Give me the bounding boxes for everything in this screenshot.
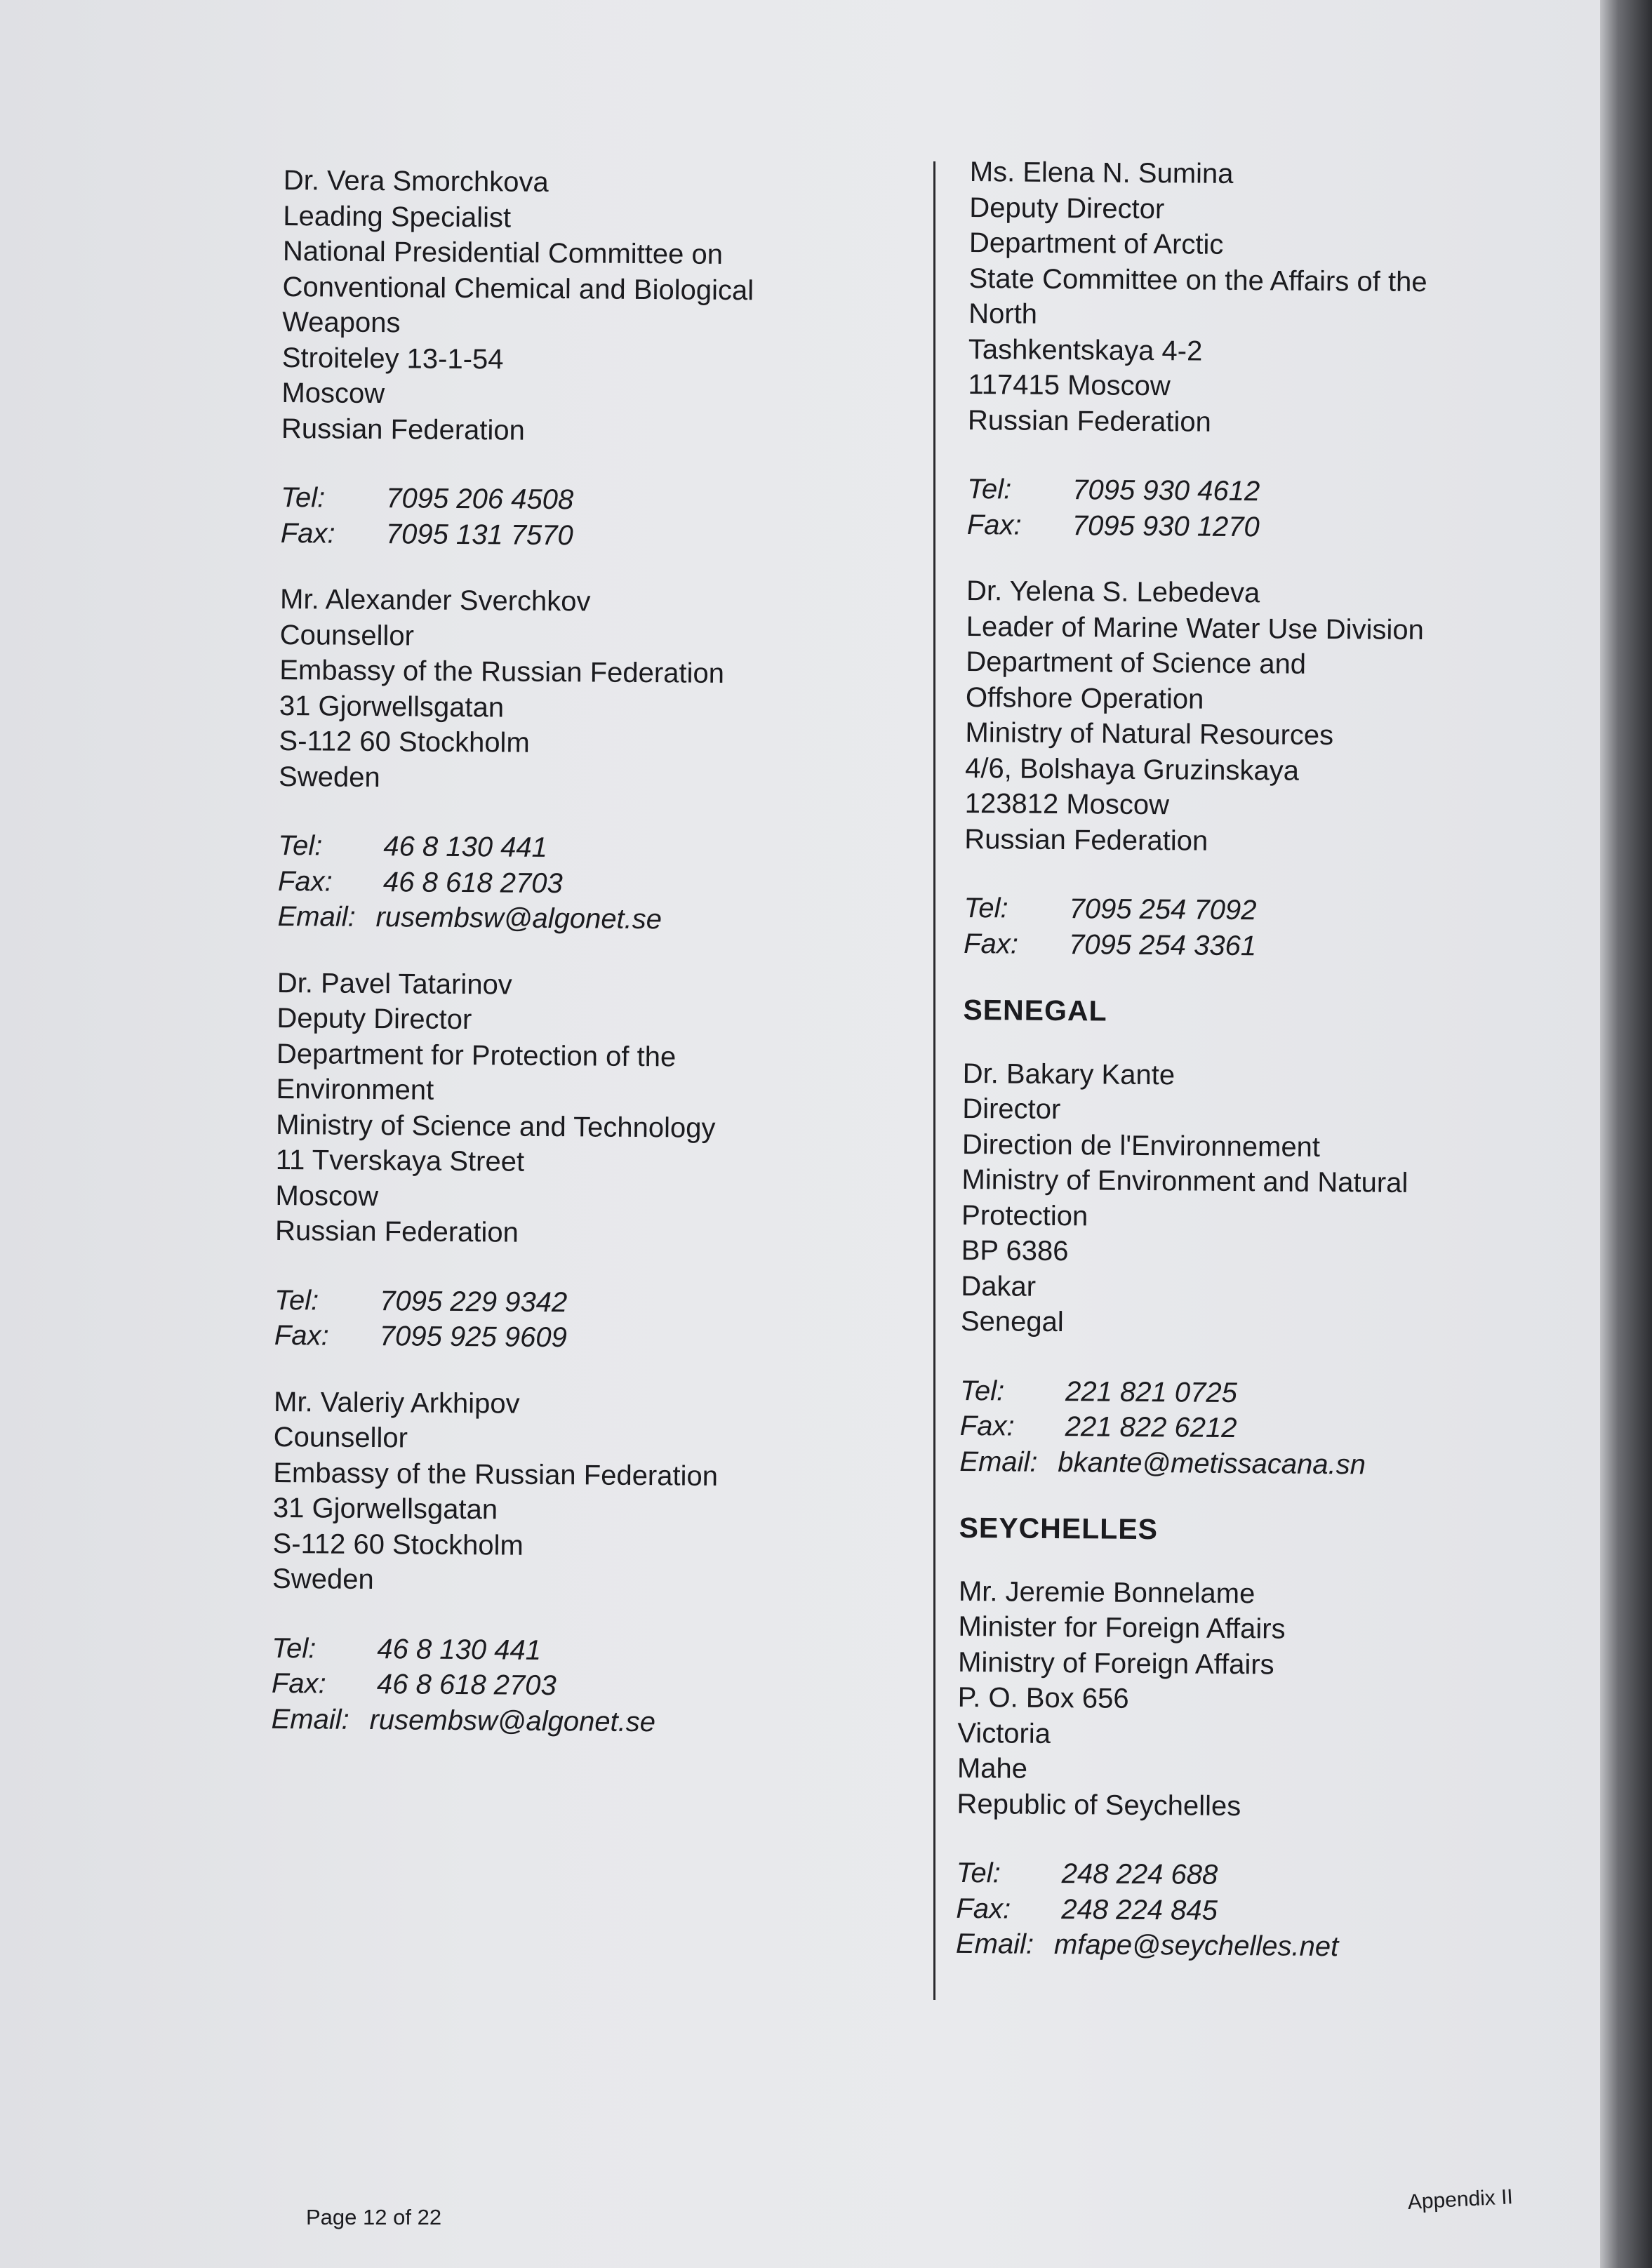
contact-entry <box>281 163 901 556</box>
tel-label: Tel: <box>274 1284 319 1316</box>
fax-row <box>956 1890 1559 1930</box>
contact-entry <box>271 1384 891 1741</box>
contact-organization: Direction de l'Environnement <box>961 1128 1321 1163</box>
tel-value: 7095 206 4508 <box>386 483 574 516</box>
tel-row <box>964 890 1567 930</box>
fax-value: 7095 930 1270 <box>1072 509 1260 542</box>
contact-city: S-112 60 Stockholm <box>272 1528 524 1561</box>
appendix-label: Appendix II <box>1407 2185 1514 2214</box>
contact-title: Counsellor <box>279 619 415 651</box>
contact-country: Russian Federation <box>274 1215 519 1248</box>
contact-organization: Ministry of Foreign Affairs <box>957 1646 1274 1680</box>
contact-city: Dakar <box>961 1270 1037 1302</box>
fax-row <box>964 926 1567 966</box>
email-label: Email: <box>271 1703 349 1735</box>
contact-country: Russian Federation <box>964 823 1208 857</box>
contact-numbers <box>956 1855 1560 1966</box>
tel-value: 7095 254 7092 <box>1069 893 1257 926</box>
fax-row <box>960 1408 1564 1448</box>
contact-title: Leading Specialist <box>283 200 512 234</box>
contact-city: 123812 Moscow <box>964 787 1170 821</box>
tel-row <box>272 1630 889 1670</box>
contact-organization: North <box>968 298 1038 330</box>
fax-value: 221 822 6212 <box>1065 1411 1237 1444</box>
country-heading-senegal: SENEGAL <box>963 993 1107 1027</box>
contact-title: Leader of Marine Water Use Division <box>966 611 1424 646</box>
page-number: Page 12 of 22 <box>306 2205 442 2229</box>
fax-label: Fax: <box>280 517 335 549</box>
contact-organization: Weapons <box>282 306 401 339</box>
tel-label: Tel: <box>967 473 1012 505</box>
fax-label: Fax: <box>966 509 1022 541</box>
tel-row <box>274 1282 892 1322</box>
contact-country: Russian Federation <box>281 413 526 446</box>
contact-entry <box>277 582 898 939</box>
contact-entry <box>956 1573 1562 1966</box>
contact-name: Ms. Elena N. Sumina <box>969 156 1234 189</box>
page-edge-shadow <box>1600 0 1652 2268</box>
fax-value: 46 8 618 2703 <box>376 1669 557 1702</box>
contact-organization: Environment <box>276 1073 434 1106</box>
contact-city: Moscow <box>275 1180 379 1212</box>
email-label: Email: <box>959 1446 1038 1478</box>
contact-country: Republic of Seychelles <box>957 1788 1241 1822</box>
email-label: Email: <box>277 900 356 933</box>
contact-name: Mr. Alexander Sverchkov <box>279 583 591 618</box>
contact-organization: Ministry of Science and Technology <box>276 1109 716 1144</box>
fax-label: Fax: <box>271 1667 326 1700</box>
contact-name: Dr. Vera Smorchkova <box>283 164 549 198</box>
tel-value: 46 8 130 441 <box>383 831 548 863</box>
fax-value: 248 224 845 <box>1061 1893 1218 1926</box>
contact-address: 4/6, Bolshaya Gruzinskaya <box>964 752 1300 787</box>
right-column <box>955 154 1573 1997</box>
contact-address: 11 Tverskaya Street <box>275 1144 525 1178</box>
left-column <box>271 163 901 1773</box>
contact-title: Minister for Foreign Affairs <box>958 1610 1286 1645</box>
email-row <box>271 1701 888 1741</box>
contact-entry <box>959 1055 1566 1483</box>
contact-numbers <box>967 472 1571 547</box>
contact-city: 117415 Moscow <box>968 368 1171 402</box>
contact-organization: State Committee on the Affairs of the <box>968 262 1427 298</box>
fax-value: 46 8 618 2703 <box>382 866 563 899</box>
contact-organization: Department of Science and <box>966 646 1307 680</box>
contact-city: S-112 60 Stockholm <box>279 725 530 759</box>
contact-numbers <box>271 1630 889 1741</box>
contact-entry <box>967 154 1573 547</box>
contact-name: Dr. Bakary Kante <box>962 1058 1175 1090</box>
contact-numbers <box>959 1373 1564 1483</box>
fax-row <box>274 1318 892 1358</box>
tel-value: 7095 229 9342 <box>380 1285 568 1318</box>
contact-organization: Protection <box>961 1199 1088 1232</box>
contact-entry <box>964 573 1570 966</box>
fax-label: Fax: <box>959 1410 1015 1442</box>
contact-entry <box>274 965 895 1358</box>
tel-label: Tel: <box>956 1857 1001 1889</box>
fax-row <box>281 515 898 555</box>
contact-organization: Ministry of Environment and Natural <box>961 1163 1408 1199</box>
contact-address: 31 Gjorwellsgatan <box>279 690 505 723</box>
contact-country: Russian Federation <box>967 404 1212 438</box>
contact-country: Sweden <box>278 761 380 793</box>
tel-label: Tel: <box>278 829 323 862</box>
contact-country: Senegal <box>960 1305 1064 1338</box>
fax-row <box>967 507 1571 547</box>
fax-value: 7095 925 9609 <box>379 1321 567 1354</box>
column-divider <box>933 161 935 2000</box>
contact-address: 31 Gjorwellsgatan <box>272 1492 498 1526</box>
fax-row <box>272 1666 889 1706</box>
tel-label: Tel: <box>272 1632 317 1664</box>
email-row <box>959 1443 1563 1483</box>
contact-organization: Offshore Operation <box>965 681 1204 715</box>
tel-row <box>278 828 895 868</box>
tel-row <box>960 1373 1564 1413</box>
contact-organization: Department for Protection of the <box>276 1038 677 1072</box>
contact-title: Deputy Director <box>969 192 1165 225</box>
tel-value: 7095 930 4612 <box>1072 474 1260 507</box>
email-link[interactable]: rusembsw@algonet.se <box>375 902 662 935</box>
email-label: Email: <box>955 1928 1034 1960</box>
email-link[interactable]: rusembsw@algonet.se <box>369 1704 656 1737</box>
contact-name: Mr. Valeriy Arkhipov <box>273 1386 520 1420</box>
contact-organization: Department of Arctic <box>968 227 1224 260</box>
contact-address: P. O. Box 656 <box>957 1681 1129 1714</box>
contact-city: Moscow <box>281 377 385 410</box>
fax-label: Fax: <box>956 1893 1011 1925</box>
contact-numbers <box>277 828 895 939</box>
contact-address: BP 6386 <box>961 1234 1069 1267</box>
contact-name: Dr. Pavel Tatarinov <box>277 967 512 1001</box>
fax-label: Fax: <box>277 865 333 898</box>
contact-title: Counsellor <box>273 1421 408 1454</box>
contact-numbers <box>964 890 1568 966</box>
email-link[interactable]: mfape@seychelles.net <box>1053 1929 1339 1963</box>
tel-label: Tel: <box>964 892 1008 924</box>
contact-numbers <box>281 480 899 556</box>
contact-organization: Embassy of the Russian Federation <box>279 654 725 689</box>
fax-row <box>278 863 895 903</box>
fax-value: 7095 254 3361 <box>1068 928 1257 961</box>
tel-value: 221 821 0725 <box>1065 1375 1238 1408</box>
tel-label: Tel: <box>959 1375 1005 1406</box>
contact-name: Dr. Yelena S. Lebedeva <box>966 575 1260 609</box>
fax-value: 7095 131 7570 <box>385 518 573 551</box>
country-heading-seychelles: SEYCHELLES <box>959 1511 1159 1546</box>
tel-row <box>281 480 898 520</box>
contact-organization: Embassy of the Russian Federation <box>273 1457 719 1492</box>
contact-region: Mahe <box>957 1752 1028 1785</box>
contact-organization: Ministry of Natural Resources <box>965 716 1334 752</box>
contact-name: Mr. Jeremie Bonnelame <box>958 1575 1255 1609</box>
tel-value: 248 224 688 <box>1061 1858 1218 1890</box>
email-row <box>277 899 895 939</box>
tel-row <box>957 1855 1560 1895</box>
contact-country: Sweden <box>272 1563 374 1596</box>
fax-label: Fax: <box>274 1319 329 1352</box>
contact-title: Deputy Director <box>277 1002 472 1036</box>
tel-label: Tel: <box>281 481 326 514</box>
tel-row <box>967 472 1571 512</box>
contact-address: Stroiteley 13-1-54 <box>281 342 504 375</box>
contact-organization: Conventional Chemical and Biological <box>282 271 754 306</box>
email-link[interactable]: bkante@metissacana.sn <box>1058 1446 1366 1480</box>
contact-numbers <box>274 1282 893 1358</box>
contact-organization: National Presidential Committee on <box>282 235 724 270</box>
contact-address: Tashkentskaya 4-2 <box>968 333 1203 367</box>
contact-title: Director <box>962 1093 1061 1126</box>
contact-city: Victoria <box>957 1717 1051 1749</box>
tel-value: 46 8 130 441 <box>377 1633 542 1666</box>
fax-label: Fax: <box>963 928 1019 960</box>
email-row <box>956 1926 1559 1966</box>
